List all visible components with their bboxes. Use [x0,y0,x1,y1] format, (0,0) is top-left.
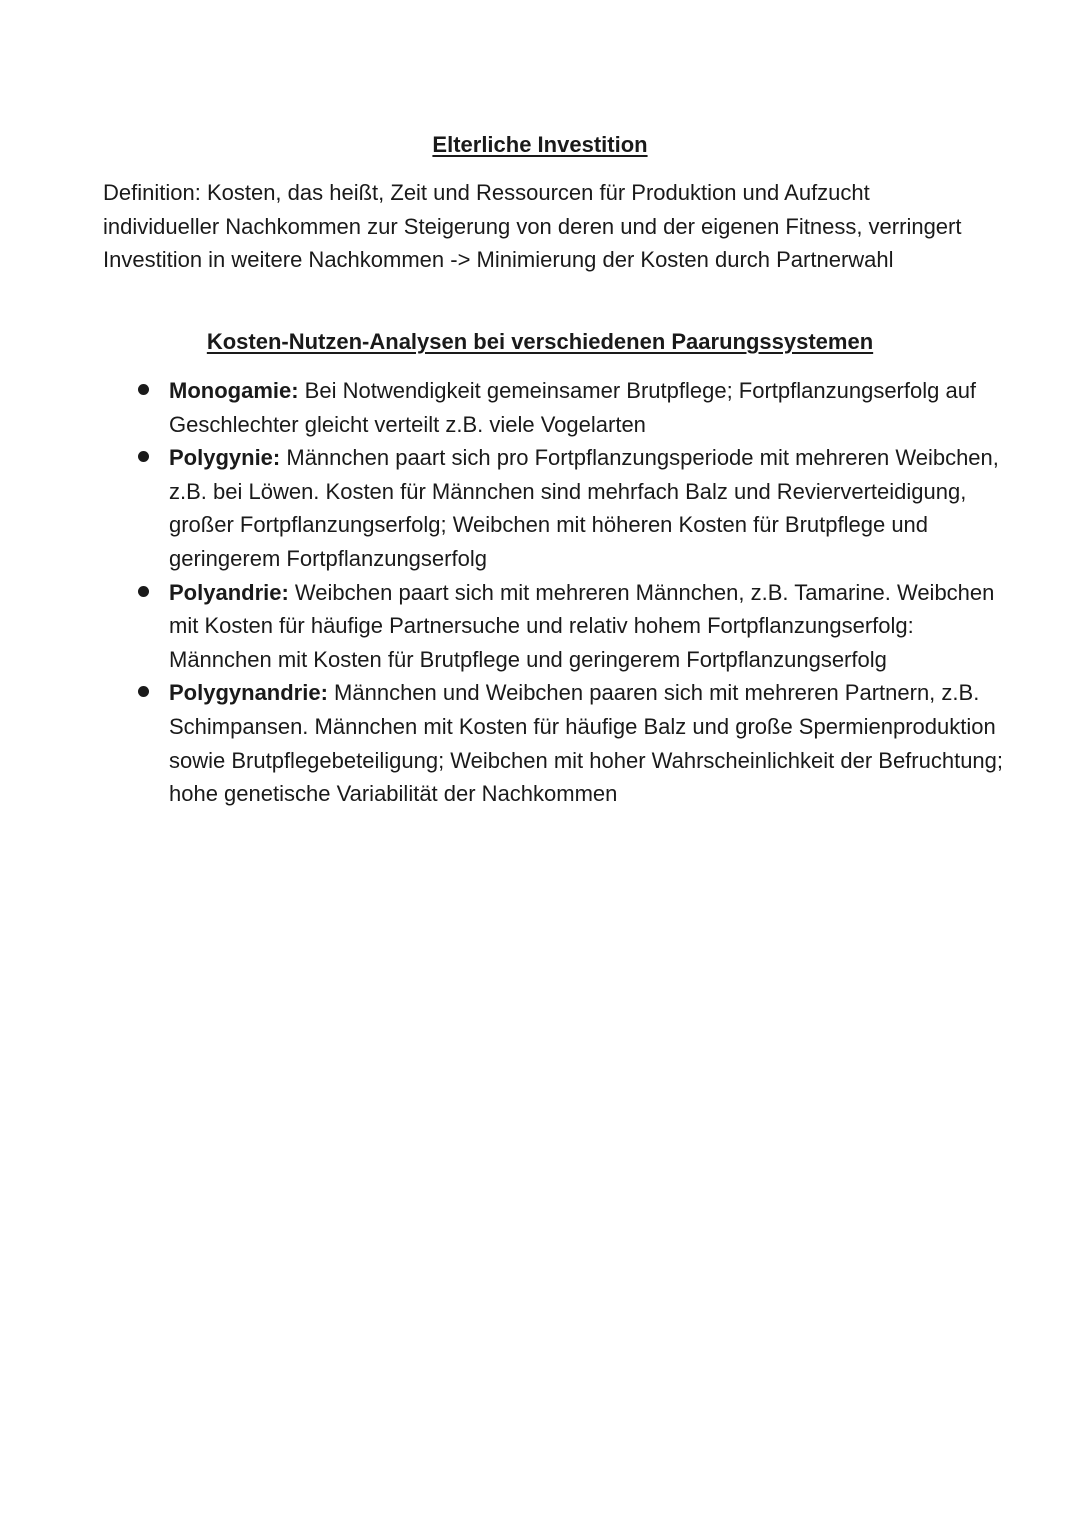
list-item-monogamie [169,374,1009,441]
definition-paragraph: Definition: Kosten, das heißt, Zeit und Ressourcen für Produktion und Aufzucht individueller Nachkommen zur Steigerung von deren und der eigenen Fitness, verringert Investition in weitere Nachkommen -> Minimierung der Kosten durch Partnerwahl [103,180,962,272]
list-item-text: Männchen und Weibchen paaren sich mit mehreren Partnern, z.B. Schimpansen. Männchen mit Kosten für häufige Balz und große Spermienproduktion sowie Brutpflegebeteiligung; Weibchen mit hoher Wahrscheinlichkeit der Befruchtung; hohe genetische Variabilität der Nachkommen [169,680,1004,807]
list-item-term: Polygynandrie: [169,680,328,706]
list-item-term: Polygynie: [169,445,281,471]
list-item-polygynandrie [169,676,1009,810]
bullet-icon [138,384,149,395]
document-title-text: Elterliche Investition [432,132,648,157]
document-title [0,128,1080,162]
list-item-polyandrie [169,576,1009,677]
section-heading [0,325,1080,359]
mating-systems-list [169,374,1009,811]
list-item-term: Polyandrie: [169,579,289,605]
bullet-icon [138,586,149,597]
list-item-text: Bei Notwendigkeit gemeinsamer Brutpflege; Fortpflanzungserfolg auf Geschlechter gleicht verteilt z.B. viele Vogelarten [169,378,977,437]
section-heading-text: Kosten-Nutzen-Analysen bei verschiedenen Paarungssystemen [206,329,874,354]
list-item-term: Monogamie: [169,378,299,403]
list-item-text: Weibchen paart sich mit mehreren Männchen, z.B. Tamarine. Weibchen mit Kosten für häufige Partnersuche und relativ hohem Fortpflanzungserfolg: Männchen mit Kosten für Brutpflege und geringerem Fortpflanzungserfolg [169,579,995,672]
list-item-polygynie [169,441,1009,575]
list-item-text: Männchen paart sich pro Fortpflanzungsperiode mit mehreren Weibchen, z.B. bei Löwen. Kosten für Männchen sind mehrfach Balz und Revierverteidigung, großer Fortpflanzungserfolg; Weibchen mit höheren Kosten für Brutpflege und geringerem Fortpflanzungserfolg [169,445,999,571]
bullet-icon [138,686,149,697]
bullet-icon [138,451,149,462]
